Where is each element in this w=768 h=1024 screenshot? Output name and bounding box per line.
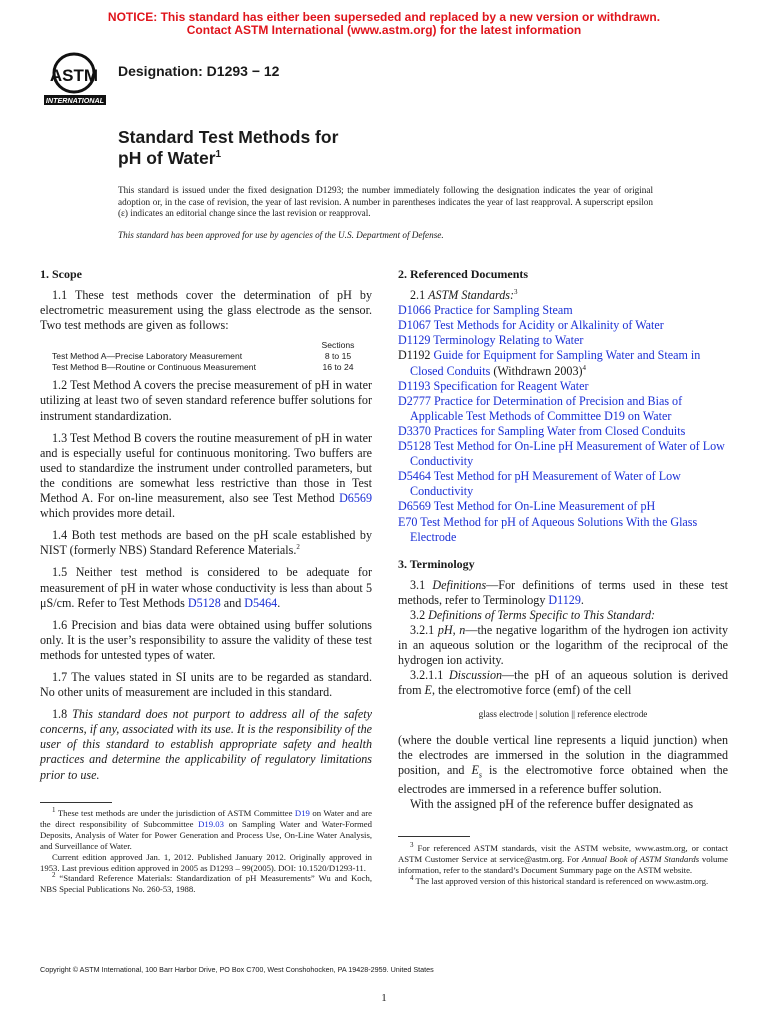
reference-title-link[interactable]: Terminology Relating to Water bbox=[433, 333, 584, 348]
reference-item bbox=[398, 515, 728, 545]
method-a-sections: 8 to 15 bbox=[324, 351, 352, 362]
footnote-1-text-c: on Sampling Water and Water-Formed Deposits, Analysis of Water for Power Generation and Process Use, On-Line Water Analysis, and Surveillance of Water. bbox=[40, 818, 372, 851]
method-b-sections: 16 to 24 bbox=[322, 362, 354, 373]
para-1-1: 1.1 These test methods cover the determination of pH by electrometric measurement using the glass electrode as the sensor. Two test methods are given as follows: bbox=[40, 288, 372, 333]
reference-code[interactable]: D5464 bbox=[398, 469, 431, 484]
variable-e: E bbox=[424, 683, 432, 698]
footnote-rule-left bbox=[40, 802, 112, 803]
footnote-1-mark: 1 bbox=[52, 806, 56, 815]
reference-title-link[interactable]: Test Method for On-Line Measurement of pH bbox=[433, 499, 656, 514]
para-3-1 bbox=[398, 578, 728, 608]
para-1-8-text: This standard does not purport to address all of the safety concerns, if any, associated with its use. It is the responsibility of the user of this standard to establish appropriate safety and health practices and determine the applicability of regulatory limitations prior to use. bbox=[40, 707, 372, 782]
variable-es-subscript: s bbox=[478, 770, 483, 780]
reference-title-link[interactable]: Specification for Reagent Water bbox=[433, 378, 589, 393]
para-1-6: 1.6 Precision and bias data were obtained using buffer solutions only. It is the user’s responsibility to assure the validity of these test methods for untested types of water. bbox=[40, 617, 372, 662]
method-b-label: Test Method B—Routine or Continuous Measurement bbox=[52, 362, 256, 373]
reference-item bbox=[398, 469, 728, 499]
discussion-label: Discussion bbox=[448, 668, 503, 683]
approval-note: This standard has been approved for use by agencies of the U.S. Department of Defense. bbox=[118, 230, 444, 240]
para-3-2-1-1 bbox=[398, 668, 728, 698]
reference-title-link[interactable]: Test Methods for Acidity or Alkalinity of Water bbox=[433, 318, 664, 333]
reference-code: D1192 bbox=[398, 348, 431, 363]
para-3-2-1 bbox=[398, 623, 728, 668]
para-3-2-label: Definitions of Terms Specific to This Standard: bbox=[428, 607, 656, 622]
reference-item bbox=[398, 394, 728, 424]
title-line-1: Standard Test Methods for bbox=[118, 127, 339, 147]
footnote-1-text: These test methods are under the jurisdiction of ASTM Committee bbox=[55, 808, 295, 818]
para-1-7: 1.7 The values stated in SI units are to be regarded as standard. No other units of measurement are included in this standard. bbox=[40, 669, 372, 700]
reference-code[interactable]: D3370 bbox=[398, 423, 431, 438]
astm-logo bbox=[40, 50, 110, 108]
link-d5464[interactable]: D5464 bbox=[244, 595, 278, 610]
para-3-1-num: 3.1 bbox=[410, 577, 433, 592]
reference-code[interactable]: D6569 bbox=[398, 499, 431, 514]
copyright-line: Copyright © ASTM International, 100 Barr Harbor Drive, PO Box C700, West Conshohocken, PA 19428-2959. United States bbox=[40, 965, 434, 974]
reference-title-link[interactable]: Test Method for On-Line pH Measurement of Water of Low Conductivity bbox=[410, 439, 725, 469]
para-1-5-and: and bbox=[220, 595, 245, 610]
para-3-2-num: 3.2 bbox=[410, 607, 429, 622]
designation: Designation: D1293 − 12 bbox=[118, 63, 280, 79]
para-1-2: 1.2 Test Method A covers the precise measurement of pH in water utilizing at least two of seven standard reference buffer solutions for instrument standardization. bbox=[40, 378, 372, 423]
reference-title-link[interactable]: Test Method for pH of Aqueous Solutions With the Glass Electrode bbox=[410, 514, 698, 544]
variable-es: E bbox=[471, 762, 479, 777]
reference-code[interactable]: D1067 bbox=[398, 318, 431, 333]
methods-table-header bbox=[52, 340, 372, 351]
para-3-2-1-text: —the negative logarithm of the hydrogen ion activity in an aqueous solution or the logarithm of the reciprocal of the hydrogen ion activity. bbox=[398, 623, 728, 668]
footnotes-left bbox=[40, 808, 372, 895]
issue-note: This standard is issued under the fixed designation D1293; the number immediately following the designation indicates the year of original adoption or, in the case of revision, the year of last revision. A number in parentheses indicates the year of last reapproval. A superscript epsilon (ε) indicates an editorial change since the last revision or reapproval. bbox=[118, 185, 653, 219]
reference-code[interactable]: E70 bbox=[398, 514, 418, 529]
para-after-formula bbox=[398, 733, 728, 798]
page-number: 1 bbox=[381, 992, 387, 1004]
para-1-4 bbox=[40, 528, 372, 558]
footnote-3-text-b: volume information, refer to the standard’s Document Summary page on the ASTM website. bbox=[398, 853, 728, 875]
method-a-label: Test Method A—Precise Laboratory Measurement bbox=[52, 351, 243, 362]
footnote-1-edition: Current edition approved Jan. 1, 2012. Published January 2012. Originally approved in 1953. Last previous edition approved in 2005 as D1293 – 99(2005). DOI: 10.1520/D1293-11. bbox=[40, 851, 372, 873]
footnote-mark-3: 3 bbox=[514, 288, 518, 297]
footnote-3-text: For referenced ASTM standards, visit the ASTM website, www.astm.org, or contact ASTM Customer Service at service@astm.org. For bbox=[398, 843, 728, 864]
footnote-rule-right bbox=[398, 836, 470, 837]
reference-title-link[interactable]: Practice for Determination of Precision and Bias of Applicable Test Methods of Committee D19 on Water bbox=[410, 393, 683, 423]
link-d6569[interactable]: D6569 bbox=[339, 491, 372, 506]
para-3-1-end: . bbox=[580, 592, 584, 607]
reference-title-link[interactable]: Practice for Sampling Steam bbox=[433, 303, 573, 318]
notice-line-2: Contact ASTM International (www.astm.org) for the latest information bbox=[186, 23, 582, 37]
para-1-8-num: 1.8 bbox=[52, 707, 73, 722]
reference-item bbox=[398, 499, 728, 514]
reference-code[interactable]: D5128 bbox=[398, 439, 431, 454]
astm-standards-label: ASTM Standards: bbox=[428, 288, 515, 303]
left-column bbox=[40, 267, 372, 790]
footnote-4-text: The last approved version of this historical standard is referenced on www.astm.org. bbox=[413, 875, 709, 886]
para-1-4-text: 1.4 Both test methods are based on the pH scale established by NIST (formerly NBS) Standard Reference Materials. bbox=[40, 528, 372, 558]
link-d19-03[interactable]: D19.03 bbox=[198, 818, 224, 829]
method-b-row bbox=[52, 362, 372, 373]
logo-letters: ASTM bbox=[49, 66, 99, 85]
footnote-2 bbox=[40, 873, 372, 895]
para-2-1 bbox=[398, 288, 728, 303]
annual-book-title: Annual Book of ASTM Standards bbox=[581, 853, 700, 864]
reference-list bbox=[398, 303, 728, 545]
footnote-mark-2: 2 bbox=[296, 543, 300, 552]
para-3-2-1-1-num: 3.2.1.1 bbox=[410, 668, 449, 683]
reference-title-link[interactable]: Guide for Equipment for Sampling Water and Steam in Closed Conduits bbox=[410, 348, 701, 378]
para-3-2-1-1-end: , the electromotive force (emf) of the cell bbox=[431, 683, 632, 698]
methods-table bbox=[52, 340, 372, 373]
reference-suffix: (Withdrawn 2003) bbox=[490, 363, 583, 378]
sections-header: Sections bbox=[321, 340, 355, 351]
title-line-2: pH of Water bbox=[118, 148, 216, 168]
definitions-label: Definitions bbox=[432, 577, 487, 592]
title-line-2-wrap bbox=[118, 148, 338, 169]
link-d19[interactable]: D19 bbox=[294, 808, 310, 818]
link-d1129-terminology[interactable]: D1129 bbox=[548, 592, 581, 607]
ph-term: pH, n bbox=[437, 623, 466, 638]
reference-item bbox=[398, 379, 728, 394]
link-d5128[interactable]: D5128 bbox=[187, 595, 221, 610]
reference-item bbox=[398, 348, 728, 378]
method-a-row bbox=[52, 351, 372, 362]
after-formula-text: (where the double vertical line represents a liquid junction) when the electrodes are immersed in the solution in the diagrammed position, and bbox=[398, 732, 728, 777]
para-1-5-end: . bbox=[277, 595, 281, 610]
footnote-1-text-b: on Water and are the direct responsibility of Subcommittee bbox=[40, 808, 372, 829]
reference-code[interactable]: D2777 bbox=[398, 393, 431, 408]
document-title bbox=[118, 127, 338, 169]
reference-item bbox=[398, 318, 728, 333]
para-3-2-1-num: 3.2.1 bbox=[410, 623, 438, 638]
title-footnote-mark: 1 bbox=[215, 149, 222, 161]
right-column bbox=[398, 267, 728, 820]
para-3-1-text: —For definitions of terms used in these test methods, refer to Terminology bbox=[398, 577, 729, 607]
cell-formula: glass electrode | solution || reference electrode bbox=[478, 708, 648, 719]
para-1-5-text: 1.5 Neither test method is considered to be adequate for measurement of pH in water whose conductivity is less than about 5 μS/cm. Refer to Test Methods bbox=[40, 565, 372, 610]
footnote-mark-4: 4 bbox=[582, 363, 587, 372]
footnote-3-mark: 3 bbox=[410, 841, 414, 850]
footnote-1 bbox=[40, 808, 372, 852]
reference-code[interactable]: D1129 bbox=[398, 333, 431, 348]
para-1-8 bbox=[40, 707, 372, 782]
para-1-3 bbox=[40, 431, 372, 522]
reference-item bbox=[398, 333, 728, 348]
reference-item bbox=[398, 424, 728, 439]
para-1-3-text: 1.3 Test Method B covers the routine measurement of pH in water and is especially useful for continuous monitoring. Two buffers are used to standardize the instrument under controlled parameters, but the conditions are somewhat less restrictive than those in Test Method A. For on-line measurement, also see Test Method bbox=[40, 430, 373, 506]
scope-heading: 1. Scope bbox=[40, 267, 82, 281]
footnote-2-text: “Standard Reference Materials: Standardization of pH Measurements” Wu and Koch, NBS Special Publications No. 260-53, 1988. bbox=[40, 873, 372, 895]
footnote-4 bbox=[398, 873, 728, 887]
reference-title-link[interactable]: Practices for Sampling Water from Closed Conduits bbox=[433, 423, 686, 438]
footnote-2-mark: 2 bbox=[52, 871, 56, 880]
reference-item bbox=[398, 303, 728, 318]
para-1-5 bbox=[40, 565, 372, 610]
reference-code[interactable]: D1193 bbox=[398, 378, 431, 393]
para-3-2 bbox=[398, 608, 728, 623]
footnote-3 bbox=[398, 843, 728, 876]
withdrawn-notice bbox=[0, 11, 768, 37]
notice-line-1: NOTICE: This standard has either been superseded and replaced by a new version or withdrawn. bbox=[107, 10, 661, 24]
para-3-2-1-1-text: —the pH of an aqueous solution is derived from bbox=[398, 668, 728, 698]
referenced-heading: 2. Referenced Documents bbox=[398, 267, 529, 281]
footnote-4-mark: 4 bbox=[410, 873, 414, 882]
after-formula-end: is the electromotive force obtained when the electrodes are immersed in a reference buffer solution. bbox=[398, 762, 728, 797]
logo-subtext: INTERNATIONAL bbox=[45, 96, 105, 105]
para-1-3-end: which provides more detail. bbox=[40, 506, 176, 521]
para-last: With the assigned pH of the reference buffer designated as bbox=[410, 797, 694, 812]
reference-item bbox=[398, 439, 728, 469]
terminology-heading: 3. Terminology bbox=[398, 556, 475, 571]
reference-title-link[interactable]: Test Method for pH Measurement of Water of Low Conductivity bbox=[410, 469, 681, 499]
reference-code[interactable]: D1066 bbox=[398, 303, 431, 318]
footnotes-right bbox=[398, 843, 728, 887]
para-2-1-num: 2.1 bbox=[410, 288, 429, 303]
